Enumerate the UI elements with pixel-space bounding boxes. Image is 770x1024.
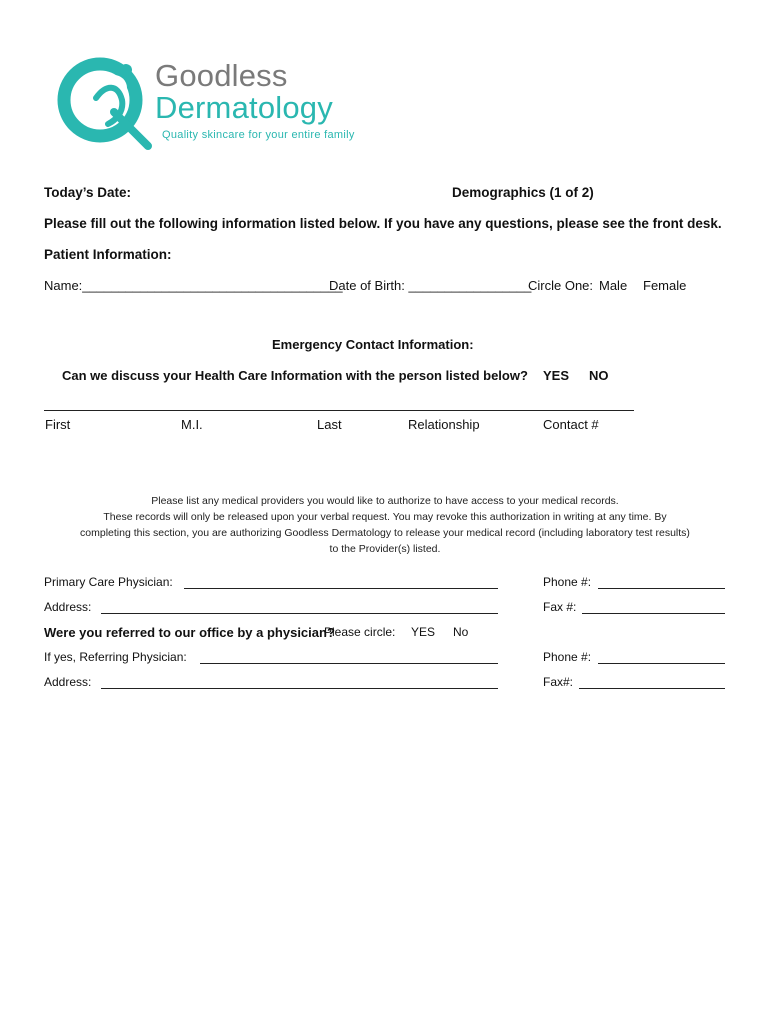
discuss-yes-option[interactable]: YES xyxy=(543,368,570,383)
brand-tagline: Quality skincare for your entire family xyxy=(162,129,355,141)
name-field[interactable]: Name:____________________________________ xyxy=(44,278,343,293)
instructions: Please fill out the following information listed below. If you have any questions, please see the front desk. xyxy=(44,216,722,231)
todays-date-label: Today’s Date: xyxy=(44,185,132,200)
referred-no-option[interactable]: No xyxy=(453,625,469,639)
phone2-label: Phone #: xyxy=(543,650,592,664)
female-option[interactable]: Female xyxy=(643,278,687,293)
please-circle-label: Please circle: xyxy=(324,625,396,639)
fax2-label: Fax#: xyxy=(543,675,574,689)
auth-line-4: to the Provider(s) listed. xyxy=(329,543,441,555)
authorization-text xyxy=(40,493,730,557)
address2-input-line[interactable] xyxy=(101,688,498,689)
address-label: Address: xyxy=(44,600,92,614)
phone2-input-line[interactable] xyxy=(598,663,725,664)
male-option[interactable]: Male xyxy=(599,278,628,293)
emergency-heading: Emergency Contact Information: xyxy=(272,337,474,352)
phone-input-line[interactable] xyxy=(598,588,725,589)
referred-yes-option[interactable]: YES xyxy=(411,625,436,639)
fax-input-line[interactable] xyxy=(582,613,725,614)
referred-question: Were you referred to our office by a physician? xyxy=(44,625,335,640)
dob-field[interactable]: Date of Birth: _________________ xyxy=(329,278,532,293)
pcp-input-line[interactable] xyxy=(184,588,498,589)
discuss-no-option[interactable]: NO xyxy=(589,368,609,383)
discuss-question: Can we discuss your Health Care Information with the person listed below? xyxy=(62,368,528,383)
auth-line-3: completing this section, you are authorizing Goodless Dermatology to release your medical record (including laboratory test results) xyxy=(80,527,690,539)
address2-label: Address: xyxy=(44,675,92,689)
emergency-contact-line[interactable] xyxy=(44,410,634,411)
col-last: Last xyxy=(317,417,342,432)
patient-info-heading: Patient Information: xyxy=(44,247,172,262)
auth-line-2: These records will only be released upon your verbal request. You may revoke this authorization in writing at any time. By xyxy=(103,511,667,523)
circle-one-label: Circle One: xyxy=(528,278,594,293)
fax-label: Fax #: xyxy=(543,600,577,614)
referring-physician-input-line[interactable] xyxy=(200,663,498,664)
address-input-line[interactable] xyxy=(101,613,498,614)
phone-label: Phone #: xyxy=(543,575,592,589)
pcp-label: Primary Care Physician: xyxy=(44,575,173,589)
col-mi: M.I. xyxy=(181,417,203,432)
col-first: First xyxy=(45,417,71,432)
col-contact: Contact # xyxy=(543,417,599,432)
brand-name-line1: Goodless xyxy=(155,58,288,93)
auth-line-1: Please list any medical providers you would like to authorize to have access to your medical records. xyxy=(151,495,619,507)
brand-name-line2: Dermatology xyxy=(155,90,333,125)
referring-physician-label: If yes, Referring Physician: xyxy=(44,650,187,664)
fax2-input-line[interactable] xyxy=(579,688,725,689)
section-title: Demographics (1 of 2) xyxy=(452,185,594,200)
col-relationship: Relationship xyxy=(408,417,480,432)
